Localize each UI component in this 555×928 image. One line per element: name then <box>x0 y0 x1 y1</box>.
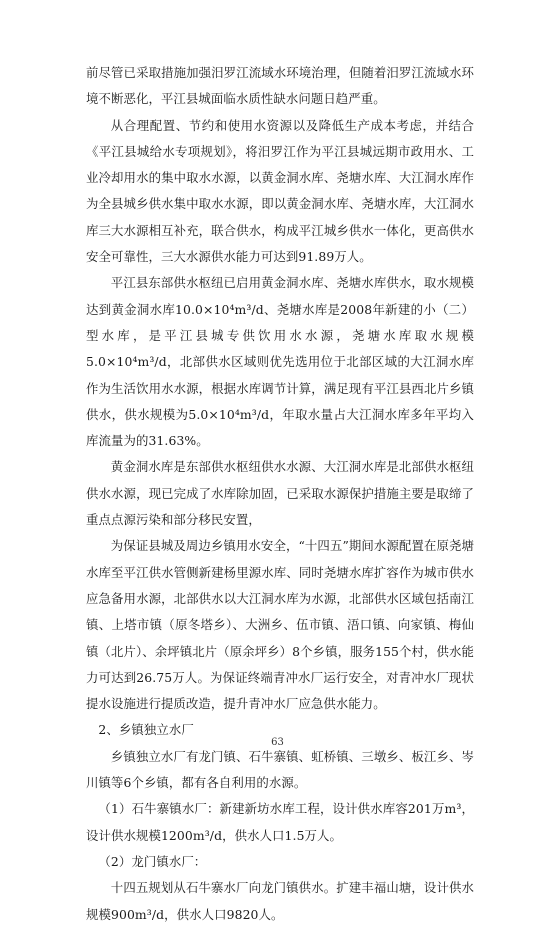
item-longmen-text: 十四五规划从石牛寨水厂向龙门镇供水。扩建丰福山塘，设计供水规模900m³/d，供水人口9820人。 <box>86 880 474 922</box>
paragraph-continued: 前尽管已采取措施加强汨罗江流域水环境治理，但随着汨罗江流域水环境不断恶化，平江县城面临水质性缺水问题日趋严重。 <box>86 65 474 107</box>
paragraph-reservoir-protection: 黄金洞水库是东部供水枢纽供水水源、大江洞水库是北部供水枢纽供水水源，现已完成了水库除加固，已采取水源保护措施主要是取缔了重点点源污染和部分移民安置， <box>86 459 474 528</box>
paragraph-14th-plan: 为保证县城及周边乡镇用水安全，“十四五”期间水源配置在原尧塘水库至平江供水管侧新建杨里源水库、同时尧塘水库扩容作为城市供水应急备用水源，北部供水以大江洞水库为水源，北部供水区域包括南江镇、上塔市镇（原冬塔乡）、大洲乡、伍市镇、浯口镇、向家镇、梅仙镇（北片）、余坪镇北片（原余坪乡）8个乡镇，服务155个村，供水能力可达到26.75万人。为保证终端青冲水厂运行安全，对青冲水厂现状提水设施进行提质改造，提升青冲水厂应急供水能力。 <box>86 538 474 712</box>
paragraph-township-plants: 乡镇独立水厂有龙门镇、石牛寨镇、虹桥镇、三墩乡、板江乡、岑川镇等6个乡镇，都有各自利用的水源。 <box>86 748 474 791</box>
section-heading: 2、乡镇独立水厂 <box>98 722 194 738</box>
body-text <box>86 60 474 928</box>
paragraph-water-allocation: 从合理配置、节约和使用水资源以及降低生产成本考虑，并结合《平江县城给水专项规划》，将汨罗江作为平江县城远期市政用水、工业冷却用水的集中取水水源，以黄金洞水库、尧塘水库、大江洞水库作为全县城乡供水集中取水水源，即以黄金洞水库、尧塘水库，大江洞水库三大水源相互补充，联合供水，构成平江城乡供水一体化，更高供水安全可靠性，三大水源供水能力可达到91.89万人。 <box>86 117 474 265</box>
item-shiniuzhai-plant: （1）石牛寨镇水厂：新建新坊水库工程，设计供水库容201万m³，设计供水规模1200m³/d，供水人口1.5万人。 <box>86 801 474 843</box>
paragraph-east-hub: 平江县东部供水枢纽已启用黄金洞水库、尧塘水库供水，取水规模达到黄金洞水库10.0×10⁴m³/d、尧塘水库是2008年新建的小（二）型水库，是平江县城专供饮用水水源，尧塘水库取水规模5.0×10⁴m³/d，北部供水区域则优先选用位于北部区域的大江洞水库作为生活饮用水水源，根据水库调节计算，满足现有平江县西北片乡镇供水，供水规模为5.0×10⁴m³/d，年取水量占大江洞水库多年平均入库流量为的31.63%。 <box>86 275 474 449</box>
page-number: 63 <box>271 737 284 748</box>
item-longmen-heading: （2）龙门镇水厂： <box>98 853 207 869</box>
